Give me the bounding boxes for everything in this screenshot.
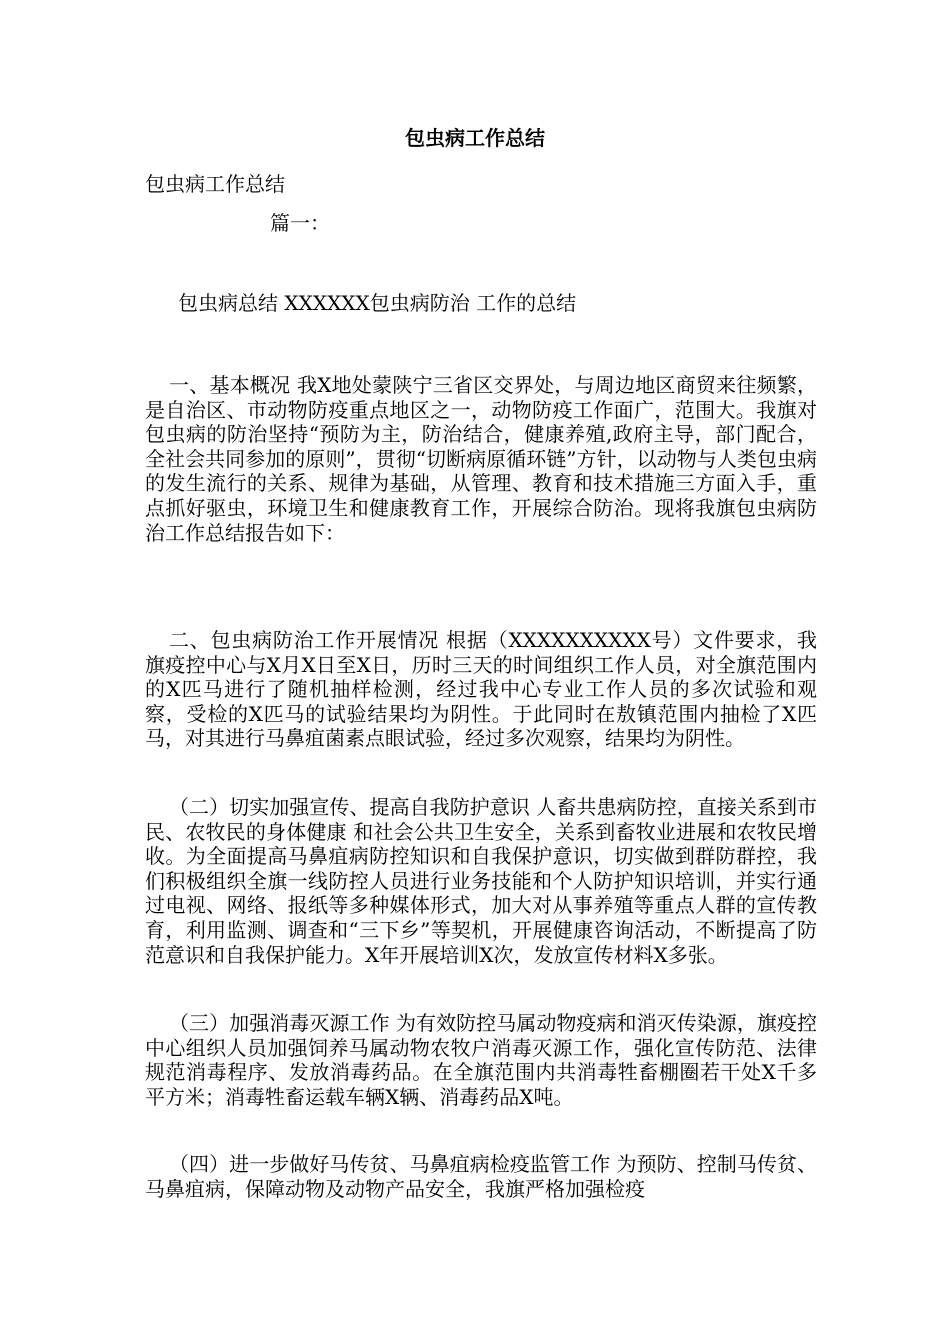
paragraph-disinfection: （三）加强消毒灭源工作 为有效防控马属动物疫病和消灭传染源，旗疫控中心组织人员加强饲养马属动物农牧户消毒灭源工作，强化宣传防范、法律规范消毒程序、发放消毒药品。在全旗范围内共消毒牲畜棚圈若干处X千多平方米；消毒牲畜运载车辆X辆、消毒药品X吨。 bbox=[145, 1011, 817, 1109]
chapter-label: 篇一： bbox=[270, 211, 330, 235]
paragraph-prevention-work: 二、包虫病防治工作开展情况 根据（XXXXXXXXXX号）文件要求，我旗疫控中心与X月X日至X日，历时三天的时间组织工作人员，对全旗范围内的X匹马进行了随机抽样检测，经过我中心专业工作人员的多次试验和观察，受检的X匹马的试验结果均为阴性。于此同时在敖镇范围内抽检了X匹马，对其进行马鼻疽菌素点眼试验，经过多次观察，结果均为阴性。 bbox=[145, 628, 817, 751]
paragraph-quarantine: （四）进一步做好马传贫、马鼻疽病检疫监管工作 为预防、控制马传贫、马鼻疽病，保障动物及动物产品安全，我旗严格加强检疫 bbox=[145, 1152, 817, 1201]
document-subtitle: 包虫病工作总结 bbox=[145, 172, 285, 196]
paragraph-overview: 一、基本概况 我X地处蒙陕宁三省区交界处，与周边地区商贸来往频繁，是自治区、市动物防疫重点地区之一，动物防疫工作面广，范围大。我旗对包虫病的防治坚持“预防为主，防治结合，健康养殖,政府主导，部门配合，全社会共同参加的原则”，贯彻“切断病原循环链”方针，以动物与人类包虫病的发生流行的关系、规律为基础，从管理、教育和技术措施三方面入手，重点抓好驱虫，环境卫生和健康教育工作，开展综合防治。现将我旗包虫病防治工作总结报告如下： bbox=[145, 373, 817, 545]
section-heading: 包虫病总结 XXXXXX包虫病防治 工作的总结 bbox=[178, 291, 577, 315]
paragraph-publicity: （二）切实加强宣传、提高自我防护意识 人畜共患病防控，直接关系到市民、农牧民的身体健康 和社会公共卫生安全，关系到畜牧业进展和农牧民增收。为全面提高马鼻疽病防控知识和自我保护意识，切实做到群防群控，我们积极组织全旗一线防控人员进行业务技能和个人防护知识培训，并实行通过电视、网络、报纸等多种媒体形式，加大对从事养殖等重点人群的宣传教育，利用监测、调查和“三下乡”等契机，开展健康咨询活动，不断提高了防范意识和自我保护能力。X年开展培训X次，发放宣传材料X多张。 bbox=[145, 795, 817, 967]
document-title: 包虫病工作总结 bbox=[405, 126, 545, 150]
